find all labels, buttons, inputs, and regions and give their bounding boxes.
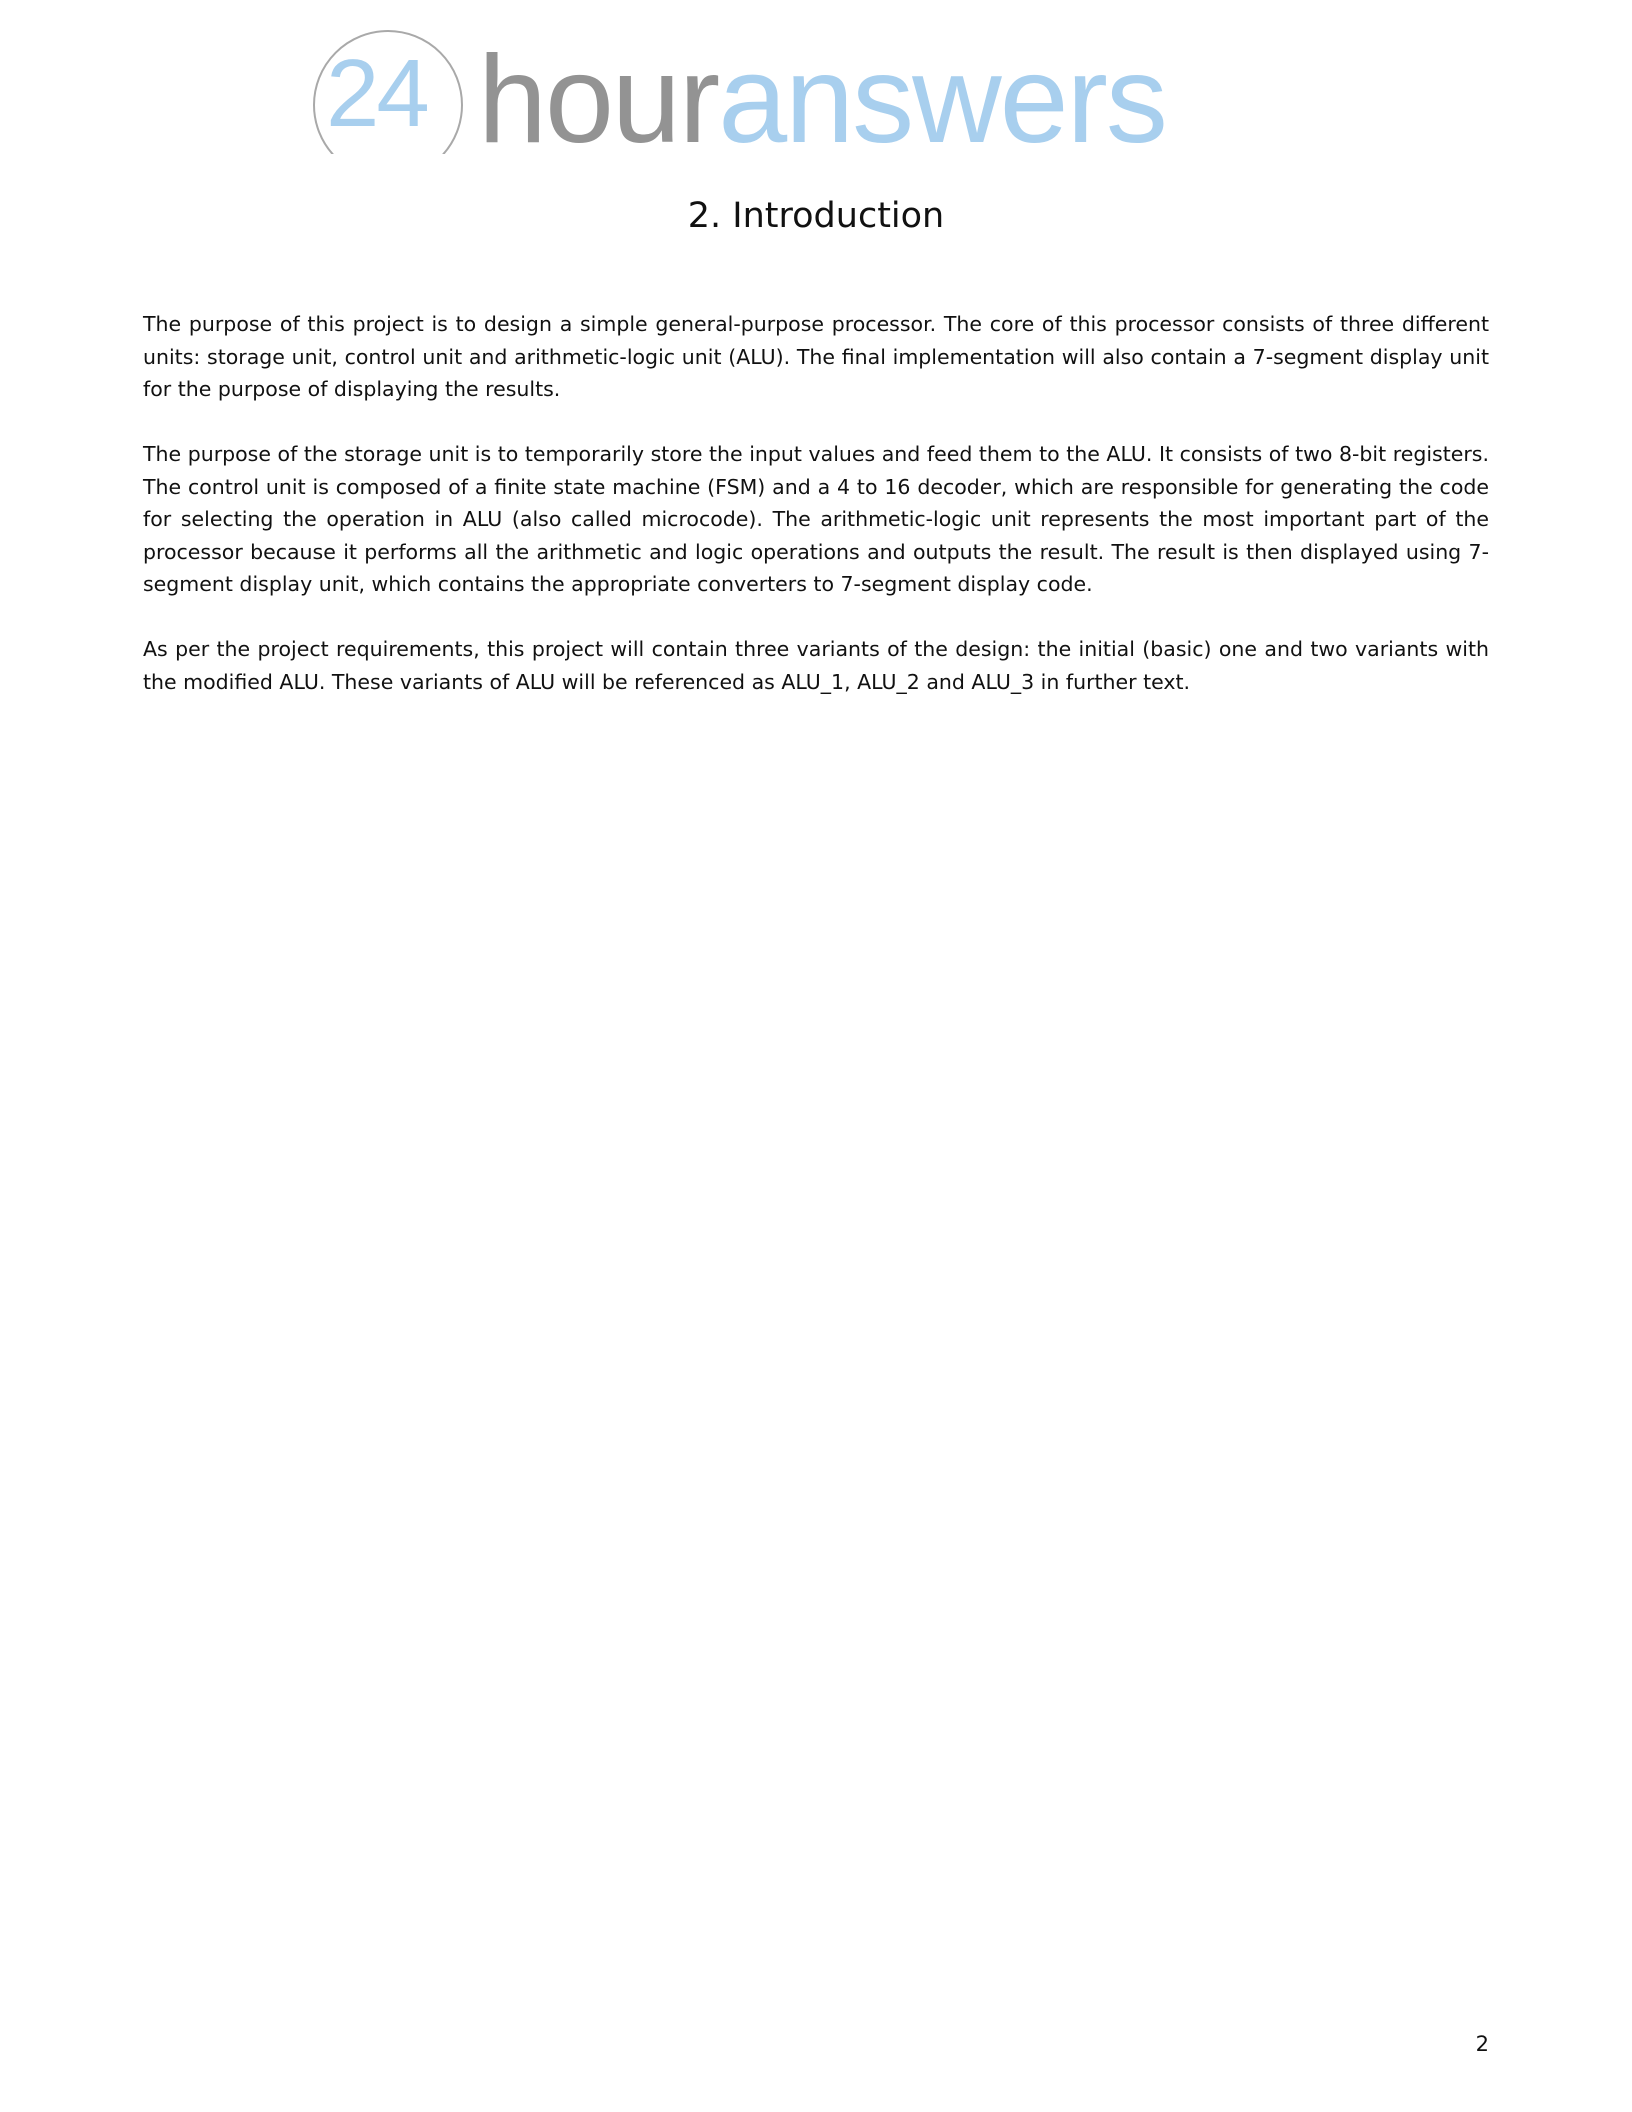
logo-wordmark bbox=[478, 31, 1166, 169]
logo-word-answers: answers bbox=[718, 31, 1166, 169]
logo-word-hour: hour bbox=[478, 31, 719, 169]
logo-number: 24 bbox=[326, 40, 427, 147]
paragraph-2: The purpose of the storage unit is to temporarily store the input values and feed them to the ALU. It consists of two 8-bit registers. The control unit is composed of a finite state machine (FSM) and a 4 to 16 decoder, which are responsible for generating the code for selecting the operation in ALU (also called microcode). The arithmetic-logic unit represents the most important part of the processor because it performs all the arithmetic and logic operations and outputs the result. The result is then displayed using 7-segment display unit, which contains the appropriate converters to 7-segment display code. bbox=[143, 442, 1489, 596]
logo-circle-mark bbox=[310, 26, 470, 154]
paragraph-1: The purpose of this project is to design a simple general-purpose processor. The core of this processor consists of three different units: storage unit, control unit and arithmetic-logic unit (ALU). The final implementation will also contain a 7-segment display unit for the purpose of displaying the results. bbox=[143, 312, 1489, 401]
section-body bbox=[143, 308, 1489, 731]
paragraph-3: As per the project requirements, this project will contain three variants of the design: the initial (basic) one and two variants with the modified ALU. These variants of ALU will be referenced as ALU_1, ALU_2 and ALU_3 in further text. bbox=[143, 637, 1489, 694]
company-logo bbox=[310, 26, 1250, 169]
page-number: 2 bbox=[1475, 2032, 1489, 2056]
section-title: 2. Introduction bbox=[687, 196, 945, 236]
